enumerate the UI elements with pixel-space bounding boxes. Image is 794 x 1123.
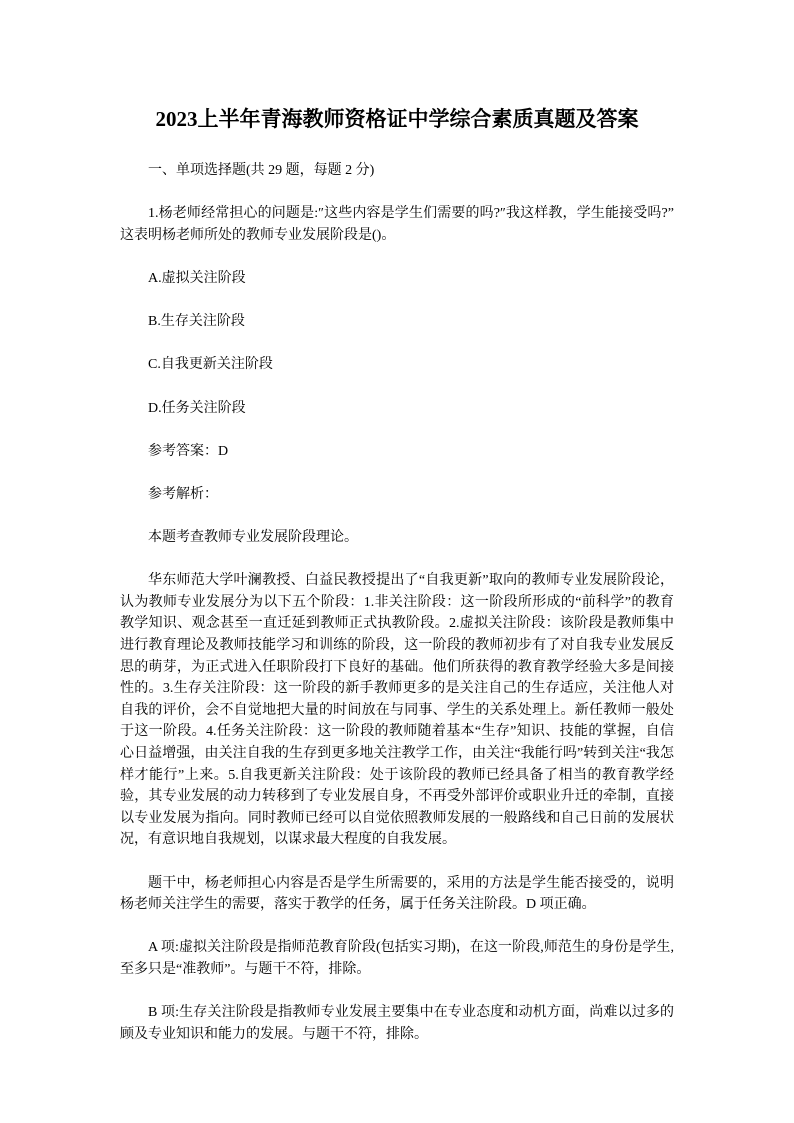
- option-b: B.生存关注阶段: [148, 314, 245, 330]
- question-stem: 1.杨老师经常担心的问题是:″这些内容是学生们需要的吗?″我这样教，学生能接受吗?” 这表明杨老师所处的教师专业发展阶段是()。: [120, 206, 674, 243]
- analysis-paragraph-conclusion: 题干中，杨老师担心内容是否是学生所需要的，采用的方法是学生能否接受的，说明杨老师关注学生的需要，落实于教学的任务，属于任务关注阶段。D 项正确。: [120, 875, 674, 913]
- analysis-paragraph-overview: 本题考查教师专业发展阶段理论。: [148, 530, 358, 546]
- option-d: D.任务关注阶段: [148, 400, 246, 416]
- analysis-paragraph-theory: 华东师范大学叶澜教授、白益民教授提出了“自我更新”取向的教师专业发展阶段论，认为教师专业发展分为以下五个阶段：1.非关注阶段：这一阶段所形成的“前科学”的教育教学知识、观念甚至一直迁延到教师正式执教阶段。2.虚拟关注阶段：该阶段是教师集中进行教育理论及教师技能学习和训练的阶段，这一阶段的教师初步有了对自我专业发展反思的萌芽，为正式进入任职阶段打下良好的基础。他们所获得的教育教学经验大多是间接性的。3.生存关注阶段：这一阶段的新手教师更多的是关注自己的生存适应，关注他人对自我的评价，会不自觉地把大量的时间放在与同事、学生的关系处理上。新任教师一般处于这一阶段。4.任务关注阶段：这一阶段的教师随着基本“生存”知识、技能的掌握，自信心日益增强，由关注自我的生存到更多地关注教学工作，由关注“我能行吗”转到关注“我怎样才能行”上来。5.自我更新关注阶段：处于该阶段的教师已经具备了相当的教育教学经验，其专业发展的动力转移到了专业发展自身，不再受外部评价或职业升迁的牵制，直接以专业发展为指向。同时教师已经可以自觉依照教师发展的一般路线和自己日前的发展状况，有意识地自我规划，以谋求最大程度的自我发展。: [120, 573, 674, 848]
- analysis-paragraph-option-b: B 项:生存关注阶段是指教师专业发展主要集中在专业态度和动机方面，尚难以过多的顾及专业知识和能力的发展。与题干不符，排除。: [120, 1005, 674, 1042]
- page-title: 2023上半年青海教师资格证中学综合素质真题及答案: [155, 107, 639, 131]
- reference-answer: 参考答案：D: [148, 443, 229, 459]
- option-c: C.自我更新关注阶段: [148, 357, 273, 373]
- option-a: A.虚拟关注阶段: [148, 270, 246, 286]
- analysis-heading: 参考解析：: [148, 486, 218, 502]
- section-heading: 一、单项选择题(共 29 题，每题 2 分): [148, 163, 375, 178]
- analysis-paragraph-option-a: A 项:虚拟关注阶段是指师范教育阶段(包括实习期)，在这一阶段,师范生的身份是学生,至多只是“准教师”。与题干不符，排除。: [120, 940, 674, 977]
